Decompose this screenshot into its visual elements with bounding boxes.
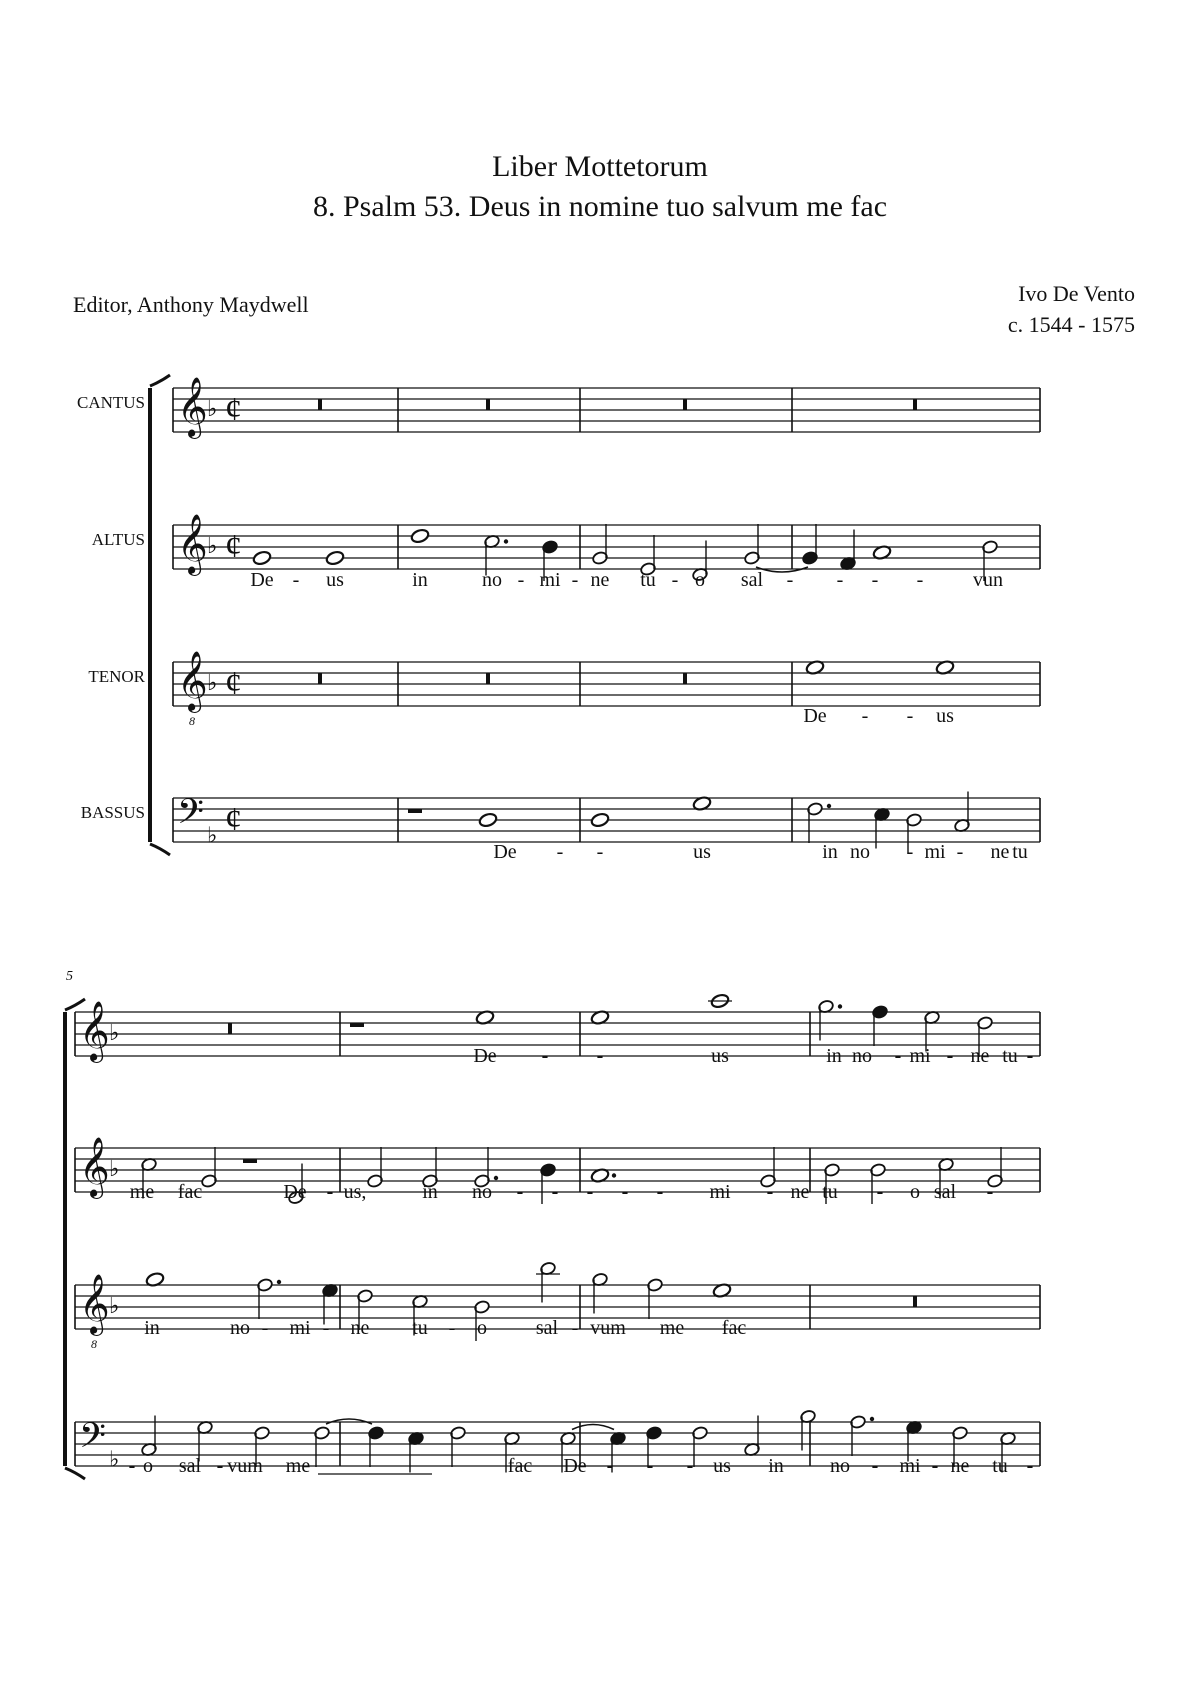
lyric-syllable: sal	[178, 1455, 202, 1477]
lyric-syllable: -	[906, 841, 914, 863]
lyric-syllable: -	[1026, 1045, 1034, 1067]
treble-clef: 𝄞	[177, 516, 208, 573]
lyric-syllable: no	[830, 1455, 850, 1477]
lyric-syllable: mi	[909, 1045, 931, 1067]
staves	[65, 375, 1040, 1479]
lyric-syllable: ne	[590, 569, 610, 591]
lyric-syllable: tu	[1002, 1045, 1018, 1067]
lyric-syllable: -	[551, 1181, 559, 1203]
flat-sign: ♭	[109, 1293, 120, 1318]
lyric-syllable: vun	[973, 569, 1003, 591]
lyric-syllable: in	[144, 1317, 160, 1339]
lyric-syllable: sal	[933, 1181, 957, 1203]
cut-time: ¢	[225, 801, 242, 838]
breve-rest	[683, 399, 687, 410]
lyric-syllable: -	[931, 1455, 939, 1477]
lyric-syllable: mi	[289, 1317, 311, 1339]
lyric-syllable: -	[448, 1317, 456, 1339]
lyric-syllable: tu	[822, 1181, 838, 1203]
lyric-syllable: -	[216, 1455, 224, 1477]
lyric-syllable: -	[292, 569, 300, 591]
lyric-syllable: me	[285, 1455, 311, 1477]
bracket-top	[150, 375, 170, 386]
lyric-syllable: tu	[412, 1317, 428, 1339]
semibreve-rest	[243, 1159, 257, 1163]
lyric-syllable: -	[128, 1455, 136, 1477]
lyric-syllable: De	[473, 1045, 497, 1067]
lyric-syllable: us	[326, 569, 344, 591]
bracket-bottom	[150, 844, 170, 855]
lyric-syllable: De	[250, 569, 274, 591]
lyric-syllable: us	[711, 1045, 729, 1067]
breve-rest	[913, 1296, 917, 1307]
lyric-syllable: in	[768, 1455, 784, 1477]
notes	[141, 399, 1017, 1473]
lyric-syllable: -	[556, 841, 564, 863]
lyric-syllable: -	[517, 569, 525, 591]
lyric-syllable: -	[586, 1181, 594, 1203]
lyric-syllable: ne	[950, 1455, 970, 1477]
notehead	[478, 812, 498, 828]
lyric-syllable: no	[850, 841, 870, 863]
lyric-syllable: -	[871, 1455, 879, 1477]
lyric-syllable: o	[910, 1181, 920, 1203]
breve-rest	[228, 1023, 232, 1034]
lyric-syllable: -	[541, 1045, 549, 1067]
lyric-syllable: -	[596, 841, 604, 863]
lyric-syllable: fac	[177, 1181, 203, 1203]
lyric-syllable: -	[1026, 1455, 1034, 1477]
treble-clef: 𝄞	[79, 1003, 110, 1060]
bracket-bottom	[65, 1468, 85, 1479]
voice-name: CANTUS	[76, 393, 145, 412]
semibreve-rest	[408, 809, 422, 813]
lyric-syllable: in	[412, 569, 428, 591]
measure-number: 5	[66, 969, 73, 984]
breve-rest	[683, 673, 687, 684]
lyric-syllable: mi	[924, 841, 946, 863]
breve-rest	[318, 673, 322, 684]
breve-rest	[913, 399, 917, 410]
lyric-syllable: -	[261, 1317, 269, 1339]
dot	[277, 1280, 281, 1284]
notehead	[590, 812, 610, 828]
lyric-syllable: -	[766, 1181, 774, 1203]
octave-mark: 8	[91, 1337, 97, 1351]
lyric-syllable: ne	[990, 841, 1010, 863]
flat-sign: ♭	[109, 1020, 120, 1045]
lyric-syllable: tu	[1012, 841, 1028, 863]
treble-clef: 𝄞	[79, 1276, 110, 1333]
lyric-syllable: -	[516, 1181, 524, 1203]
dot	[838, 1004, 842, 1008]
cut-time: ¢	[225, 665, 242, 702]
lyric-syllable: De	[563, 1455, 587, 1477]
flat-sign: ♭	[207, 533, 218, 558]
lyric-syllable: -	[906, 705, 914, 727]
lyric-syllable: o	[695, 569, 705, 591]
lyric-syllable: no	[852, 1045, 872, 1067]
lyric-syllable: in	[826, 1045, 842, 1067]
octave-mark: 8	[189, 714, 195, 728]
composer-name: Ivo De Vento	[1018, 281, 1135, 306]
lyric-syllable: us,	[343, 1181, 367, 1203]
dot	[612, 1173, 616, 1177]
dot	[504, 539, 508, 543]
voice-name: ALTUS	[91, 530, 145, 549]
voice-name: TENOR	[88, 667, 145, 686]
lyric-syllable: -	[894, 1045, 902, 1067]
lyric-syllable: sal	[535, 1317, 559, 1339]
lyric-syllable: De	[283, 1181, 307, 1203]
lyric-syllable: -	[656, 1181, 664, 1203]
bass-clef: 𝄢	[177, 794, 205, 840]
lyric-syllable: us	[936, 705, 954, 727]
voice-name: BASSUS	[80, 803, 145, 822]
lyric-syllable: -	[606, 1455, 614, 1477]
lyric-syllable: -	[946, 1045, 954, 1067]
treble-clef: 𝄞	[177, 379, 208, 436]
dot	[494, 1176, 498, 1180]
lyric-syllable: -	[571, 1317, 579, 1339]
lyric-syllable: no	[482, 569, 502, 591]
lyric-syllable: -	[322, 1317, 330, 1339]
cut-time: ¢	[225, 528, 242, 565]
breve-rest	[318, 399, 322, 410]
lyric-syllable: in	[422, 1181, 438, 1203]
dot	[870, 1417, 874, 1421]
lyric-syllable: De	[803, 705, 827, 727]
breve-rest	[486, 673, 490, 684]
lyric-syllable: tu	[992, 1455, 1008, 1477]
subtitle: 8. Psalm 53. Deus in nomine tuo salvum me fac	[312, 190, 888, 223]
lyric-syllable: vum	[227, 1455, 263, 1477]
bass-clef: 𝄢	[79, 1418, 107, 1464]
lyric-syllable: -	[596, 1045, 604, 1067]
lyric-syllable: -	[326, 1181, 334, 1203]
lyric-syllable: mi	[539, 569, 561, 591]
treble-clef: 𝄞	[177, 653, 208, 710]
lyric-syllable: De	[493, 841, 517, 863]
lyric-syllable: vum	[590, 1317, 626, 1339]
lyric-syllable: ne	[350, 1317, 370, 1339]
lyric-syllable: -	[861, 705, 869, 727]
lyric-syllable: -	[686, 1455, 694, 1477]
lyric-syllable: fac	[721, 1317, 747, 1339]
flat-sign: ♭	[207, 396, 218, 421]
lyric-syllable: -	[956, 841, 964, 863]
lyric-syllable: o	[143, 1455, 153, 1477]
cut-time: ¢	[225, 391, 242, 428]
lyric-syllable: -	[571, 569, 579, 591]
lyric-syllable: -	[836, 569, 844, 591]
treble-clef: 𝄞	[79, 1139, 110, 1196]
lyric-syllable: -	[621, 1181, 629, 1203]
lyric-syllable: tu	[640, 569, 656, 591]
lyric-syllable: -	[986, 1181, 994, 1203]
composer-dates: c. 1544 - 1575	[1007, 312, 1135, 337]
breve-rest	[486, 399, 490, 410]
notehead	[252, 550, 272, 566]
lyric-syllable: -	[871, 569, 879, 591]
flat-sign: ♭	[207, 822, 218, 848]
lyric-syllable: me	[659, 1317, 685, 1339]
lyric-syllable: me	[129, 1181, 155, 1203]
dot	[827, 804, 831, 808]
lyric-syllable: no	[472, 1181, 492, 1203]
lyric-syllable: -	[876, 1181, 884, 1203]
lyric-syllable: -	[646, 1455, 654, 1477]
notehead	[410, 528, 430, 544]
tie	[572, 1425, 614, 1430]
lyric-syllable: ne	[970, 1045, 990, 1067]
notehead	[325, 550, 345, 566]
lyric-syllable: mi	[709, 1181, 731, 1203]
lyric-syllable: us	[713, 1455, 731, 1477]
lyric-syllable: sal	[740, 569, 764, 591]
flat-sign: ♭	[207, 670, 218, 695]
title: Liber Mottetorum	[492, 150, 708, 183]
lyric-syllable: fac	[507, 1455, 533, 1477]
lyric-syllable: us	[693, 841, 711, 863]
lyric-syllable: -	[671, 569, 679, 591]
lyric-syllable: -	[786, 569, 794, 591]
flat-sign: ♭	[109, 1446, 120, 1472]
editor-credit: Editor, Anthony Maydwell	[73, 292, 309, 317]
flat-sign: ♭	[109, 1156, 120, 1181]
lyric-syllable: ne	[790, 1181, 810, 1203]
lyric-syllable: mi	[899, 1455, 921, 1477]
lyric-syllable: o	[477, 1317, 487, 1339]
lyric-syllable: -	[916, 569, 924, 591]
lyric-syllable: in	[822, 841, 838, 863]
lyric-syllable: no	[230, 1317, 250, 1339]
semibreve-rest	[350, 1023, 364, 1027]
